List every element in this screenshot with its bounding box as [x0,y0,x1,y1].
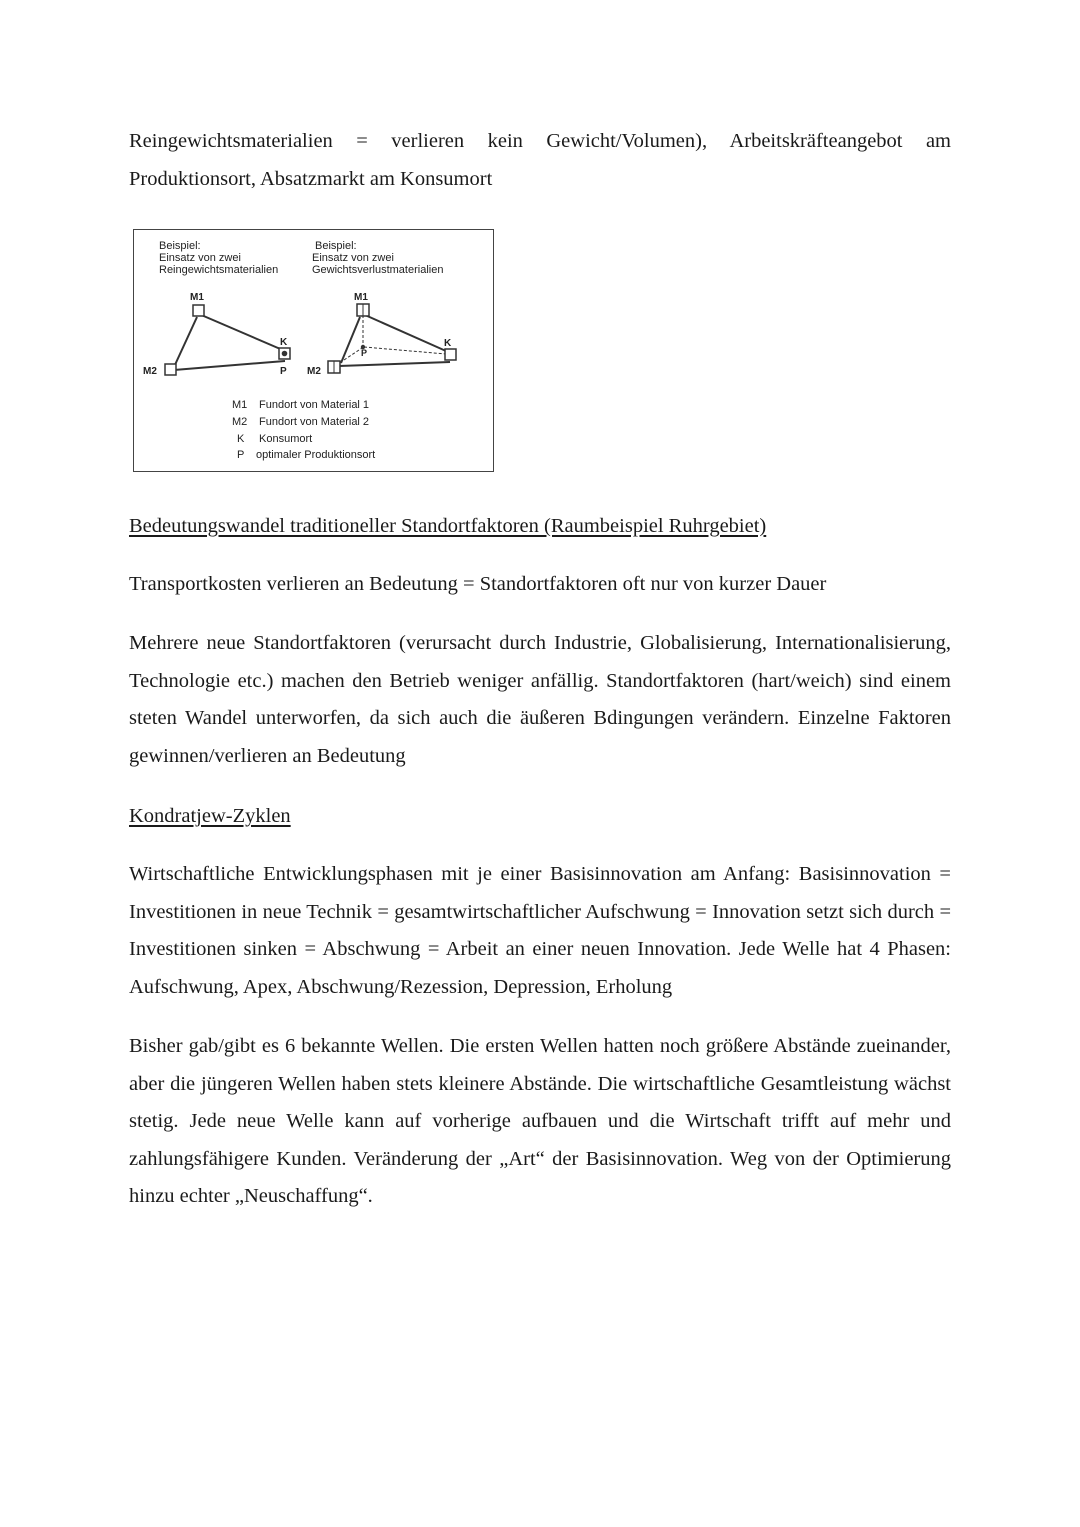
weber-triangle-diagram [134,230,495,473]
legend-text-k: Konsumort [259,433,313,445]
legend-key-m1: M1 [232,399,248,411]
left-triangle [143,292,290,377]
paragraph-waves: Bisher gab/gibt es 6 bekannte Wellen. Die ersten Wellen hatten noch größere Abstände zueinander, aber die jüngeren Wellen haben stets kleinere Abstände. Die wirtschaftliche Gesamtleistung wächst stetig. Jede neue Welle kann auf vorherige aufbauen und die Wirtschaft trifft auf mehr und zahlungsfähigere Kunden. Veränderung der „Art“ der Basisinnovation. Weg von der Optimierung hinzu echter „Neuschaffung“. [129,1035,951,1207]
right-caption-line-2: Einsatz von zwei [312,252,394,264]
heading-bedeutungswandel: Bedeutungswandel traditioneller Standortfaktoren (Raumbeispiel Ruhrgebiet) [129,515,767,537]
label-k-right: K [444,338,452,349]
label-m2-right: M2 [307,366,321,377]
legend-text-m1: Fundort von Material 1 [259,399,370,411]
legend-key-p: P [237,449,245,461]
label-p-left: P [280,366,287,377]
label-m1-left: M1 [190,292,204,303]
diagram-legend [232,399,375,461]
label-p-right: P [361,348,368,358]
k-square-icon-right [445,349,456,360]
edge-m1-k [365,315,446,351]
label-m1-right: M1 [354,292,368,303]
location-diagram [133,229,494,472]
legend-text-m2: Fundort von Material 2 [259,416,370,428]
paragraph-kondratjew: Wirtschaftliche Entwicklungsphasen mit je einer Basisinnovation am Anfang: Basisinnovation = Investitionen in neue Technik = gesamtwirtschaftlicher Aufschwung = Innovation setzt sich durch = Investitionen sinken = Abschwung = Arbeit an einer neuen Innovation. Jede Welle hat 4 Phasen: Aufschwung, Apex, Abschwung/Rezession, Depression, Erholung [129,863,951,998]
m2-square-icon [165,364,176,375]
heading-kondratjew: Kondratjew-Zyklen [129,805,291,827]
legend-text-p: optimaler Produktionsort [256,449,376,461]
edge-m2-k [339,362,450,366]
left-caption-line-1: Beispiel: [159,240,201,252]
production-point-icon [282,351,288,357]
paragraph-intro: Reingewichtsmaterialien = verlieren kein Gewicht/Volumen), Arbeitskräfteangebot am Produktionsort, Absatzmarkt am Konsumort [129,130,951,190]
dashed-p-k [364,347,446,354]
legend-key-k: K [237,433,245,445]
legend-key-m2: M2 [232,416,248,428]
right-caption-line-1: Beispiel: [315,240,357,252]
label-m2-left: M2 [143,366,157,377]
right-caption-line-3: Gewichtsverlustmaterialien [312,264,444,276]
edge-m1-p [199,314,285,351]
paragraph-standortfaktoren: Mehrere neue Standortfaktoren (verursacht durch Industrie, Globalisierung, Internationalisierung, Technologie etc.) machen den Betrieb weniger anfällig. Standortfaktoren (hart/weich) sind einem steten Wandel unterworfen, da sich auch die äußeren Bdingungen verändern. Einzelne Faktoren gewinnen/verlieren an Bedeutung [129,632,951,767]
left-caption-line-2: Einsatz von zwei [159,252,241,264]
paragraph-transport: Transportkosten verlieren an Bedeutung = Standortfaktoren oft nur von kurzer Dauer [129,573,827,595]
edge-m2-p [174,361,285,370]
left-caption-line-3: Reingewichtsmaterialien [159,264,279,276]
edge-m2-m1 [174,317,197,367]
m1-square-icon [193,305,204,316]
label-k-left: K [280,337,288,348]
right-triangle [307,292,456,377]
